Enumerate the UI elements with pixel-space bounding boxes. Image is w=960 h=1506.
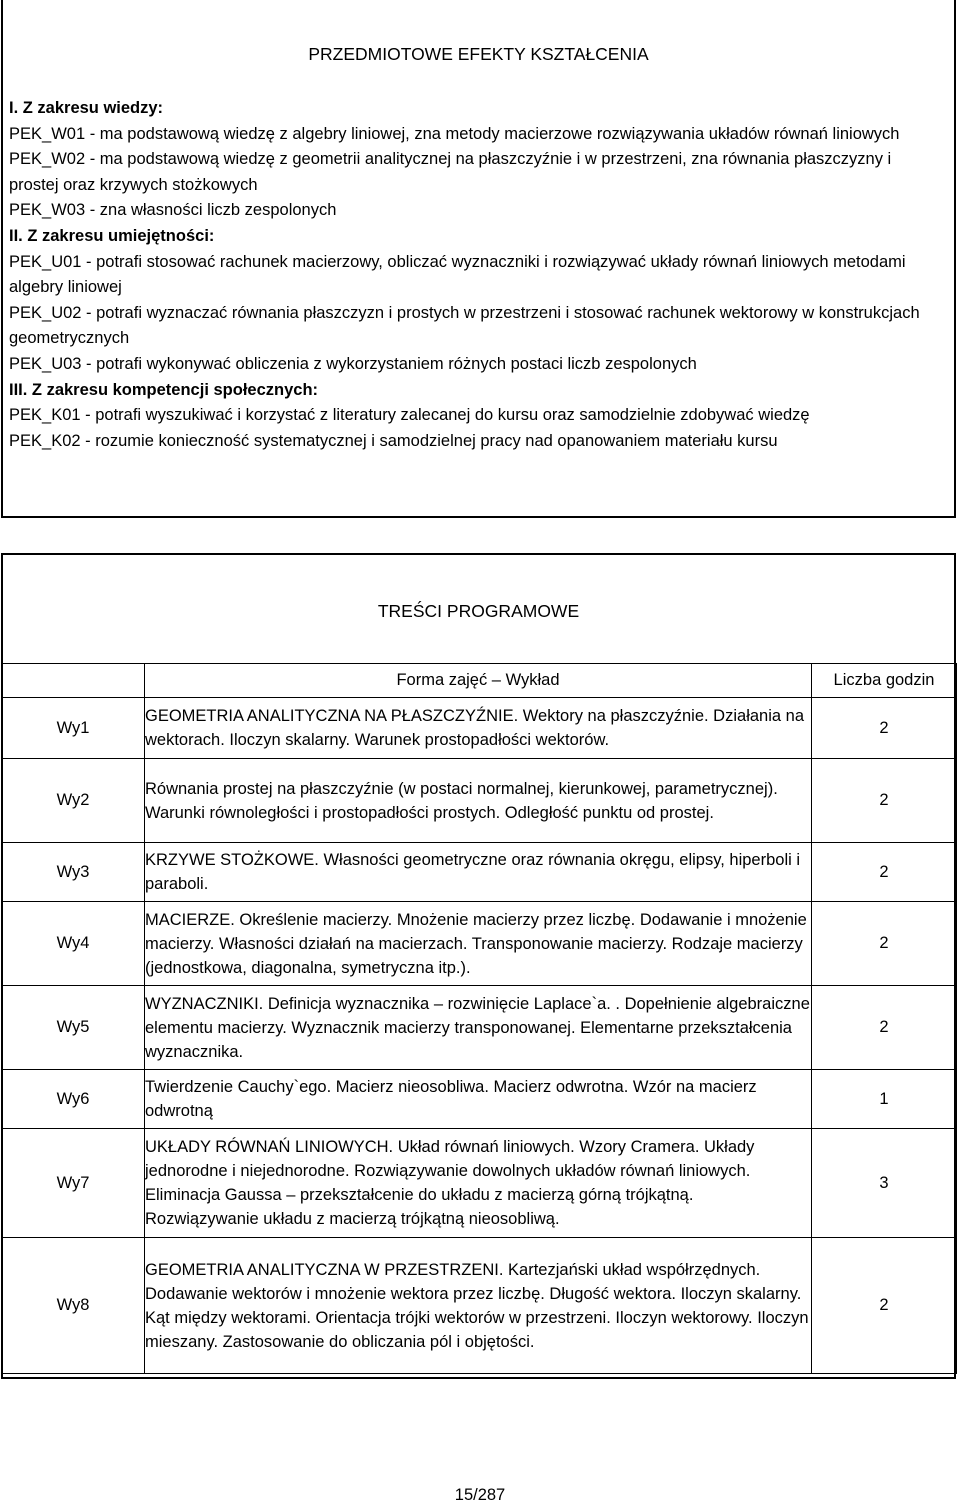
lecture-code: Wy3 (2, 843, 145, 902)
lecture-hours: 2 (812, 759, 957, 843)
learning-outcomes-body (9, 96, 944, 454)
learning-outcomes-title: PRZEDMIOTOWE EFEKTY KSZTAŁCENIA (308, 44, 649, 64)
table-row (2, 902, 957, 986)
knowledge-heading: I. Z zakresu wiedzy: (9, 99, 164, 117)
table-row (2, 759, 957, 843)
program-table (1, 663, 957, 1374)
lecture-content: KRZYWE STOŻKOWE. Własności geometryczne oraz równania okręgu, elipsy, hiperboli i paraboli. (145, 843, 812, 902)
lecture-hours: 2 (812, 843, 957, 902)
table-row (2, 986, 957, 1070)
header-hours: Liczba godzin (812, 664, 957, 698)
lecture-hours: 3 (812, 1129, 957, 1238)
lecture-hours: 1 (812, 1070, 957, 1129)
outcome-item: PEK_W01 - ma podstawową wiedzę z algebry liniowej, zna metody macierzowe rozwiązywania układów równań liniowych (9, 124, 900, 143)
lecture-code: Wy6 (2, 1070, 145, 1129)
lecture-content: UKŁADY RÓWNAŃ LINIOWYCH. Układ równań liniowych. Wzory Cramera. Układy jednorodne i niejednorodne. Rozwiązywanie dowolnych układów równań liniowych. Eliminacja Gaussa – przekształcenie do układu z macierzą górną trójkątną. Rozwiązywanie układu z macierzą trójkątną nieosobliwą. (145, 1129, 812, 1238)
lecture-content: MACIERZE. Określenie macierzy. Mnożenie macierzy przez liczbę. Dodawanie i mnożenie macierzy. Własności działań na macierzach. Transponowanie macierzy. Rodzaje macierzy (jednostkowa, diagonalna, symetryczna itp.). (145, 902, 812, 986)
outcome-item: PEK_U03 - potrafi wykonywać obliczenia z wykorzystaniem różnych postaci liczb zespolonych (9, 354, 697, 373)
table-row (2, 1238, 957, 1374)
table-row (2, 843, 957, 902)
lecture-hours: 2 (812, 1238, 957, 1374)
lecture-content: Twierdzenie Cauchy`ego. Macierz nieosobliwa. Macierz odwrotna. Wzór na macierz odwrotną (145, 1070, 812, 1129)
lecture-content: GEOMETRIA ANALITYCZNA NA PŁASZCZYŹNIE. Wektory na płaszczyźnie. Działania na wektorach. Iloczyn skalarny. Warunek prostopadłości wektorów. (145, 698, 812, 759)
outcome-item: PEK_W02 - ma podstawową wiedzę z geometrii analitycznej na płaszczyźnie i w przestrzeni, zna równania płaszczyzny i prostej oraz krzywych stożkowych (9, 150, 892, 194)
outcome-item: PEK_K01 - potrafi wyszukiwać i korzystać z literatury zalecanej do kursu oraz samodzielnie zdobywać wiedzę (9, 406, 810, 425)
skills-heading: II. Z zakresu umiejętności: (9, 226, 215, 245)
learning-outcomes-box (1, 0, 956, 518)
lecture-code: Wy2 (2, 759, 145, 843)
lecture-content: Równania prostej na płaszczyźnie (w postaci normalnej, kierunkowej, parametrycznej). Warunki równoległości i prostopadłości prostych. Odległość punktu od prostej. (145, 759, 812, 843)
header-form: Forma zajęć – Wykład (145, 664, 812, 698)
lecture-hours: 2 (812, 698, 957, 759)
table-header-row (2, 664, 957, 698)
lecture-code: Wy5 (2, 986, 145, 1070)
lecture-hours: 2 (812, 902, 957, 986)
lecture-code: Wy1 (2, 698, 145, 759)
lecture-content: GEOMETRIA ANALITYCZNA W PRZESTRZENI. Kartezjański układ współrzędnych. Dodawanie wektorów i mnożenie wektora przez liczbę. Długość wektora. Iloczyn skalarny. Kąt między wektorami. Orientacja trójki wektorów w przestrzeni. Iloczyn wektorowy. Iloczyn mieszany. Zastosowanie do obliczania pól i objętości. (145, 1238, 812, 1374)
lecture-code: Wy8 (2, 1238, 145, 1374)
lecture-content: WYZNACZNIKI. Definicja wyznacznika – rozwinięcie Laplace`a. . Dopełnienie algebraiczne elementu macierzy. Wyznacznik macierzy transponowanej. Elementarne przekształcenia wyznacznika. (145, 986, 812, 1070)
program-content-box (1, 553, 956, 1379)
page-number: 15/287 (454, 1486, 506, 1504)
outcome-item: PEK_K02 - rozumie konieczność systematycznej i samodzielnej pracy nad opanowaniem materiału kursu (9, 431, 778, 450)
competences-heading: III. Z zakresu kompetencji społecznych: (9, 380, 319, 399)
table-row (2, 1129, 957, 1238)
outcome-item: PEK_W03 - zna własności liczb zespolonych (9, 201, 337, 220)
table-row (2, 1070, 957, 1129)
header-blank-cell (2, 664, 145, 698)
outcome-item: PEK_U01 - potrafi stosować rachunek macierzowy, obliczać wyznaczniki i rozwiązywać układy równań liniowych metodami algebry liniowej (9, 252, 906, 297)
lecture-code: Wy4 (2, 902, 145, 986)
table-row (2, 698, 957, 759)
lecture-code: Wy7 (2, 1129, 145, 1238)
lecture-hours: 2 (812, 986, 957, 1070)
program-content-title: TREŚCI PROGRAMOWE (377, 601, 580, 621)
outcome-item: PEK_U02 - potrafi wyznaczać równania płaszczyzn i prostych w przestrzeni i stosować rachunek wektorowy w konstrukcjach geometrycznych (9, 303, 920, 348)
